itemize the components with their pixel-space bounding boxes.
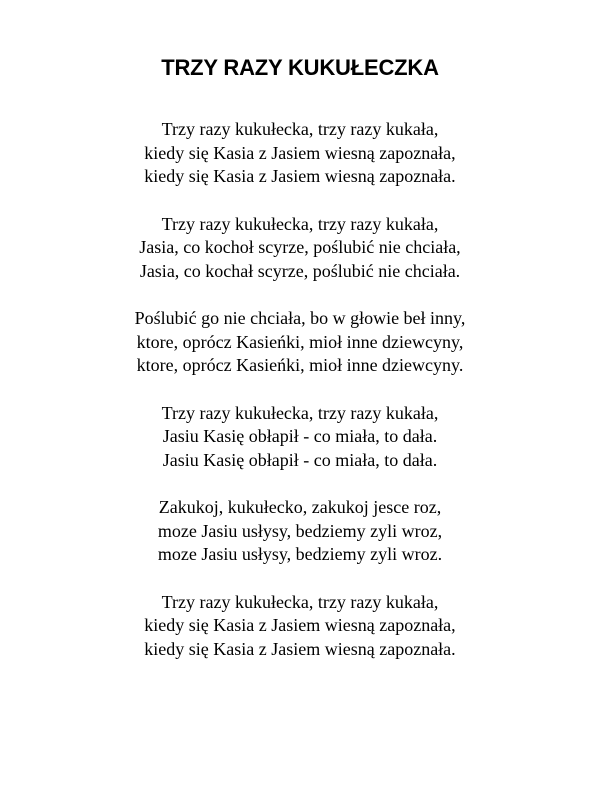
stanza-4-line-1: Trzy razy kukułecka, trzy razy kukała,: [161, 402, 439, 423]
stanza-3: [0, 307, 600, 378]
stanza-6-line-2: kiedy się Kasia z Jasiem wiesną zapoznała,: [144, 615, 456, 635]
stanza-6: [0, 591, 600, 662]
stanza-2-line-2: Jasia, co kochoł scyrze, poślubić nie chciała,: [139, 237, 461, 257]
stanza-4-line-3: Jasiu Kasię obłapił - co miała, to dała.: [162, 449, 438, 470]
stanza-4-line-2: Jasiu Kasię obłapił - co miała, to dała.: [162, 426, 438, 446]
page-title: TRZY RAZY KUKUŁECZKA: [161, 55, 439, 80]
stanza-1: [0, 118, 600, 189]
stanza-1-line-1: Trzy razy kukułecka, trzy razy kukała,: [161, 119, 439, 139]
stanza-3-line-2: ktore, oprócz Kasieńki, mioł inne dziewcyny,: [136, 331, 464, 352]
stanza-5: [0, 496, 600, 567]
stanza-6-line-1: Trzy razy kukułecka, trzy razy kukała,: [161, 591, 439, 612]
stanza-3-line-1: Poślubić go nie chciała, bo w głowie beł inny,: [134, 308, 466, 328]
stanza-2: [0, 213, 600, 284]
stanza-5-line-2: moze Jasiu usłysy, bedziemy zyli wroz,: [157, 520, 443, 541]
poem-body: [0, 118, 600, 685]
stanza-3-line-3: ktore, oprócz Kasieńki, mioł inne dziewcyny.: [136, 355, 464, 375]
stanza-1-line-2: kiedy się Kasia z Jasiem wiesną zapoznała,: [144, 142, 456, 163]
stanza-5-line-3: moze Jasiu usłysy, bedziemy zyli wroz.: [157, 544, 443, 564]
stanza-1-line-3: kiedy się Kasia z Jasiem wiesną zapoznała.: [144, 166, 456, 186]
stanza-6-line-3: kiedy się Kasia z Jasiem wiesną zapoznała.: [144, 638, 456, 659]
stanza-4: [0, 402, 600, 473]
stanza-5-line-1: Zakukoj, kukułecko, zakukoj jesce roz,: [158, 497, 442, 517]
stanza-2-line-1: Trzy razy kukułecka, trzy razy kukała,: [161, 213, 439, 234]
stanza-2-line-3: Jasia, co kochał scyrze, poślubić nie chciała.: [139, 260, 461, 281]
